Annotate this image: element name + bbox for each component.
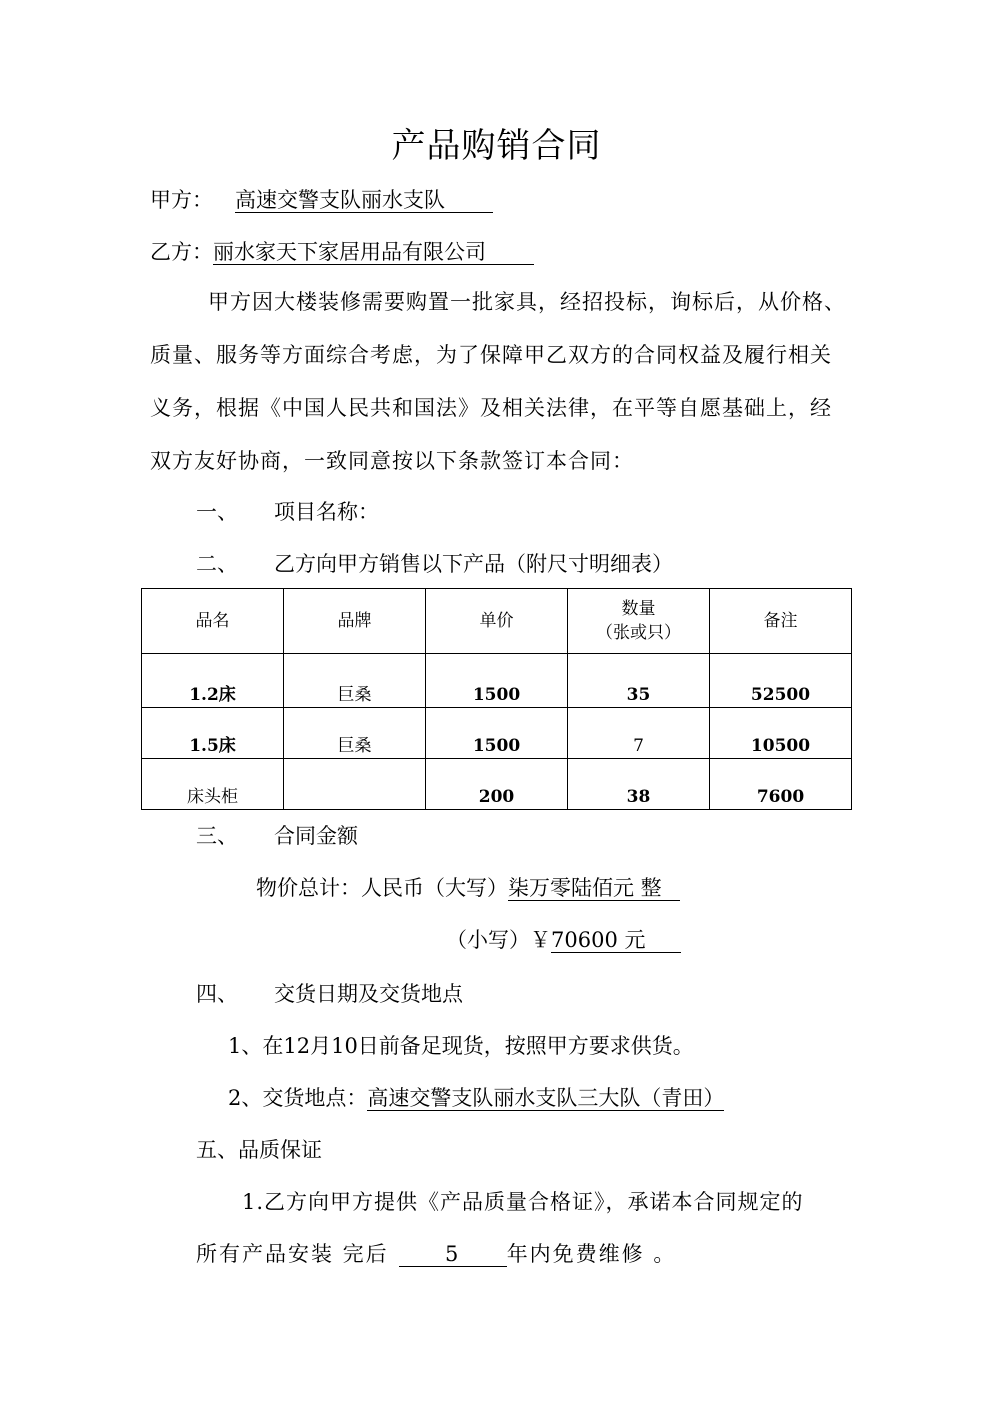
quality-years: 5 (399, 1242, 507, 1267)
section-1-heading (196, 498, 379, 526)
section-4-heading (196, 980, 463, 1008)
section-1-text: 项目名称： (274, 500, 379, 524)
section-3-number: 三、 (196, 824, 238, 848)
page-title: 产品购销合同 (391, 126, 602, 166)
section-1-number: 一、 (196, 500, 238, 524)
party-a-line (150, 186, 493, 214)
quality-line-2 (196, 1240, 676, 1268)
cell-product-name: 床头柜 (142, 759, 284, 810)
section-4-text: 交货日期及交货地点 (274, 982, 463, 1006)
section-2-text: 乙方向甲方销售以下产品（附尺寸明细表） (274, 552, 673, 576)
section-3-heading (196, 822, 358, 850)
header-quantity-label: 数量 (621, 599, 656, 619)
cell-unit-price: 1500 (426, 708, 568, 759)
cell-remarks: 10500 (710, 708, 852, 759)
intro-paragraph: 甲方因大楼装修需要购置一批家具，经招投标，询标后，从价格、质量、服务等方面综合考虑，为了保障甲乙双方的合同权益及履行相关义务，根据《中国人民共和国法》及相关法律，在平等自愿基础上，经双方友好协商，一致同意按以下条款签订本合同： (150, 290, 846, 473)
section-4-number: 四、 (196, 982, 238, 1006)
cell-remarks: 7600 (710, 759, 852, 810)
cell-product-name: 1.2床 (142, 654, 284, 708)
table-row (142, 654, 852, 708)
cell-brand (284, 759, 426, 810)
delivery-item-2 (228, 1084, 724, 1112)
table-header-row (142, 589, 852, 654)
header-remarks: 备注 (710, 589, 852, 654)
amount-lower-value: 70600 元 (551, 928, 681, 953)
quality-line-2-prefix: 所有产品安装 完后 (196, 1242, 389, 1266)
section-2-number: 二、 (196, 552, 238, 576)
section-2-heading (196, 550, 673, 578)
quality-line-1: 1.乙方向甲方提供《产品质量合格证》，承诺本合同规定的 (242, 1190, 804, 1214)
table-row (142, 708, 852, 759)
delivery-item-1: 1、在12月10日前备足现货，按照甲方要求供货。 (228, 1034, 694, 1058)
header-brand: 品牌 (284, 589, 426, 654)
product-table (141, 588, 852, 810)
party-a-name: 高速交警支队丽水支队 (235, 188, 493, 213)
cell-remarks: 52500 (710, 654, 852, 708)
party-b-name: 丽水家天下家居用品有限公司 (213, 240, 534, 265)
amount-upper-label: 物价总计：人民币（大写） (256, 876, 508, 900)
quality-line-2-suffix: 年内免费维修 。 (506, 1242, 677, 1266)
header-unit-price: 单价 (426, 589, 568, 654)
cell-brand: 巨桑 (284, 654, 426, 708)
amount-upper-value: 柒万零陆佰元 整 (508, 876, 680, 901)
table-row (142, 759, 852, 810)
amount-lower-line (446, 926, 681, 954)
cell-quantity: 38 (568, 759, 710, 810)
party-b-label: 乙方： (150, 240, 213, 264)
amount-lower-label: （小写）￥ (446, 928, 551, 952)
cell-unit-price: 200 (426, 759, 568, 810)
header-quantity-unit: （张或只） (596, 623, 681, 643)
delivery-place: 高速交警支队丽水支队三大队（青田） (367, 1086, 725, 1110)
section-5-heading: 五、品质保证 (196, 1138, 322, 1162)
header-product-name: 品名 (142, 589, 284, 654)
cell-product-name: 1.5床 (142, 708, 284, 759)
cell-quantity: 35 (568, 654, 710, 708)
cell-brand: 巨桑 (284, 708, 426, 759)
delivery-item-2-label: 2、交货地点： (228, 1086, 368, 1110)
cell-unit-price: 1500 (426, 654, 568, 708)
amount-upper-line (256, 874, 680, 902)
party-a-label: 甲方： (150, 188, 213, 212)
section-3-text: 合同金额 (274, 824, 358, 848)
header-quantity (568, 589, 710, 654)
cell-quantity: 7 (568, 708, 710, 759)
party-b-line (150, 238, 534, 266)
